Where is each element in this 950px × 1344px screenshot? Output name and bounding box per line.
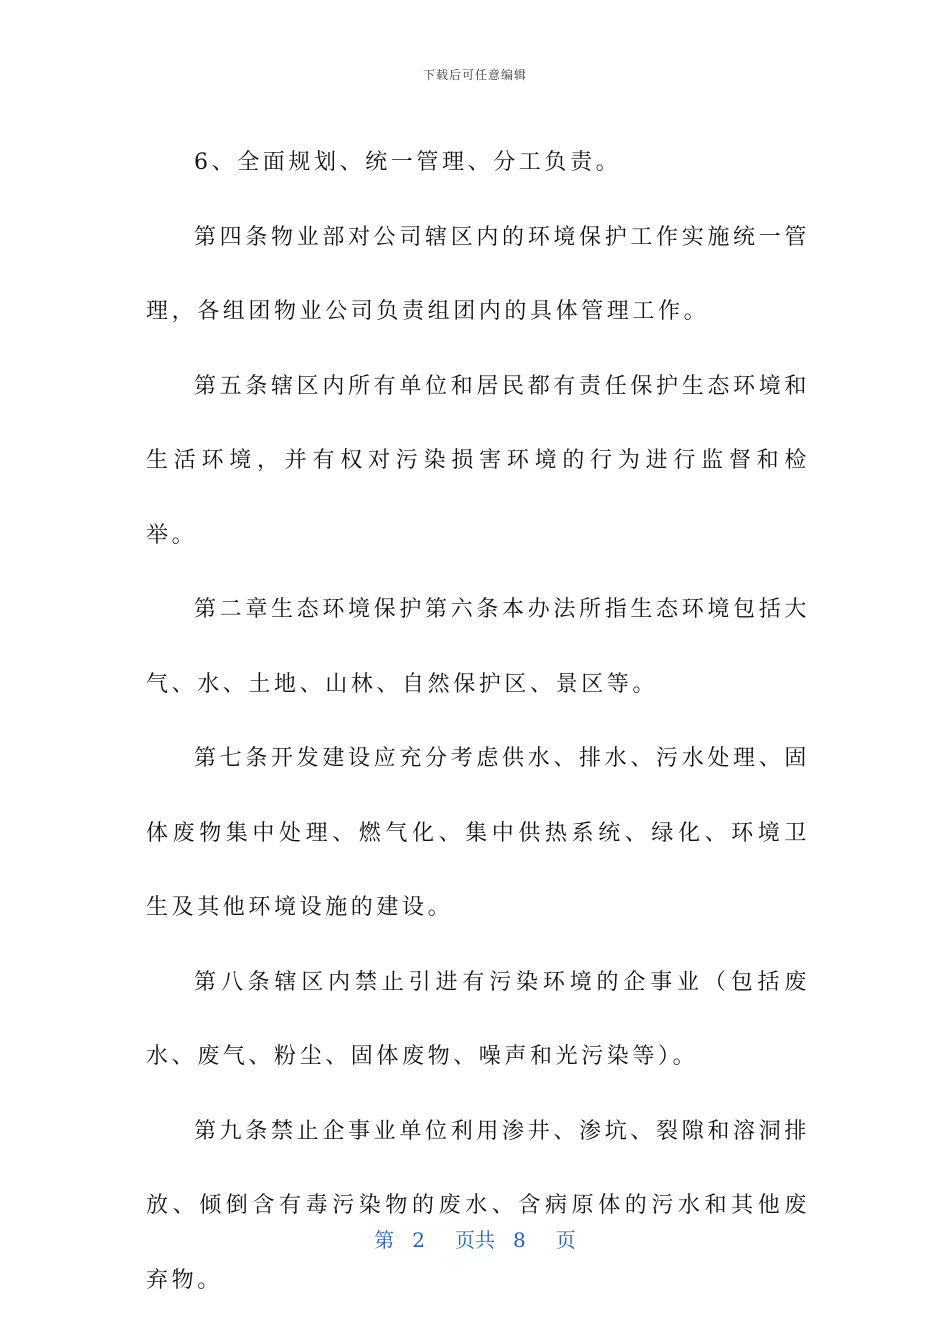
- paragraph-4: 第二章生态环境保护第六条本办法所指生态环境包括大气、水、土地、山林、自然保护区、景区等。: [146, 597, 810, 697]
- paragraph-6: 第八条辖区内禁止引进有污染环境的企事业（包括废水、废气、粉尘、固体废物、噪声和光污染等）。: [146, 969, 810, 1069]
- page-header: 下载后可任意编辑: [422, 68, 527, 82]
- paragraph-2: 第四条物业部对公司辖区内的环境保护工作实施统一管理，各组团物业公司负责组团内的具体管理工作。: [146, 224, 810, 324]
- paragraph-7: 第九条禁止企事业单位利用渗井、渗坑、裂隙和溶洞排放、倾倒含有毒污染物的废水、含病原体的污水和其他废弃物。: [146, 1118, 810, 1293]
- footer-suffix: 页: [555, 1228, 576, 1252]
- paragraph-5: 第七条开发建设应充分考虑供水、排水、污水处理、固体废物集中处理、燃气化、集中供热系统、绿化、环境卫生及其他环境设施的建设。: [146, 746, 810, 920]
- footer-middle: 页共: [455, 1228, 495, 1252]
- document-body: [146, 126, 810, 1318]
- paragraph-3: 第五条辖区内所有单位和居民都有责任保护生态环境和生活环境，并有权对污染损害环境的行为进行监督和检举。: [146, 373, 810, 548]
- footer-prefix: 第: [374, 1228, 395, 1252]
- footer-page-number: 2: [412, 1228, 425, 1252]
- footer-total-pages: 8: [513, 1228, 526, 1252]
- page-footer: [0, 1224, 950, 1253]
- paragraph-1: 6、全面规划、统一管理、分工负责。: [194, 150, 622, 175]
